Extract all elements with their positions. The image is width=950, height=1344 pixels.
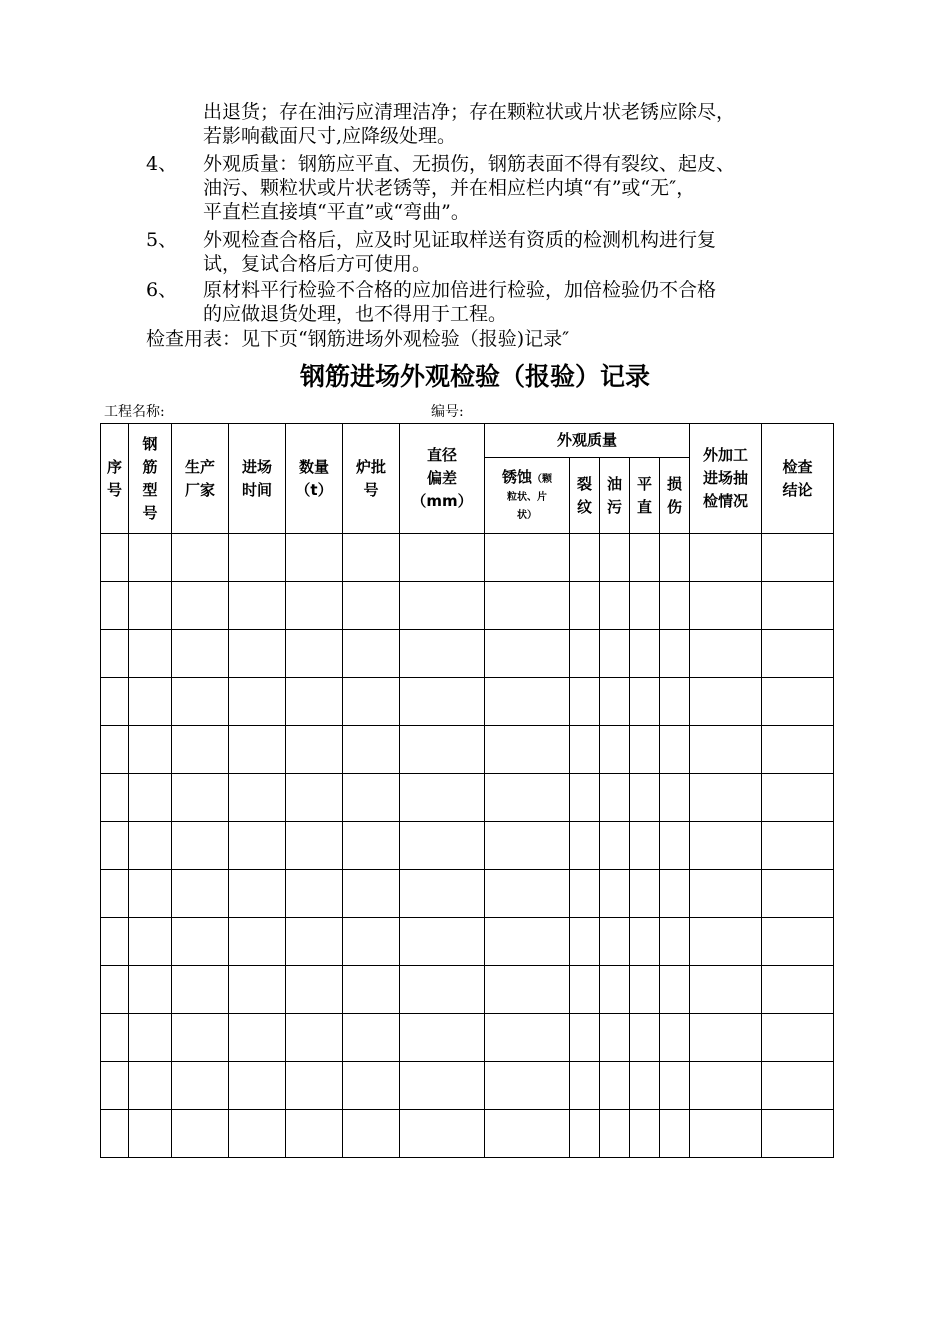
table-cell[interactable] bbox=[485, 822, 570, 870]
table-cell[interactable] bbox=[400, 678, 485, 726]
table-cell[interactable] bbox=[660, 822, 690, 870]
table-cell[interactable] bbox=[630, 918, 660, 966]
table-cell[interactable] bbox=[129, 870, 172, 918]
table-cell[interactable] bbox=[101, 1014, 129, 1062]
table-cell[interactable] bbox=[343, 582, 400, 630]
table-cell[interactable] bbox=[600, 1014, 630, 1062]
table-cell[interactable] bbox=[172, 678, 229, 726]
item-6-line-2: 的应做退货处理，也不得用于工程。 bbox=[203, 303, 508, 325]
table-cell[interactable] bbox=[400, 1062, 485, 1110]
table-cell[interactable] bbox=[570, 582, 600, 630]
table-cell[interactable] bbox=[229, 534, 286, 582]
table-cell[interactable] bbox=[286, 918, 343, 966]
table-cell[interactable] bbox=[229, 870, 286, 918]
table-cell[interactable] bbox=[570, 1062, 600, 1110]
header-diameter-deviation: 直径 偏差 （mm） bbox=[400, 424, 485, 534]
intro-line-2: 若影响截面尺寸,应降级处理。 bbox=[203, 125, 457, 147]
table-cell[interactable] bbox=[690, 1110, 762, 1158]
table-row bbox=[101, 534, 834, 582]
table-cell[interactable] bbox=[229, 966, 286, 1014]
table-cell[interactable] bbox=[343, 678, 400, 726]
table-cell[interactable] bbox=[101, 918, 129, 966]
table-cell[interactable] bbox=[229, 918, 286, 966]
table-cell[interactable] bbox=[286, 822, 343, 870]
table-cell[interactable] bbox=[343, 918, 400, 966]
header-appearance-quality: 外观质量 bbox=[485, 424, 690, 458]
table-cell[interactable] bbox=[660, 726, 690, 774]
table-cell[interactable] bbox=[600, 966, 630, 1014]
table-cell[interactable] bbox=[229, 582, 286, 630]
table-cell[interactable] bbox=[570, 630, 600, 678]
header-quantity: 数量 （t） bbox=[286, 424, 343, 534]
header-straight: 平 直 bbox=[630, 458, 660, 534]
table-cell[interactable] bbox=[762, 534, 834, 582]
table-cell[interactable] bbox=[660, 774, 690, 822]
table-cell[interactable] bbox=[762, 966, 834, 1014]
table-cell[interactable] bbox=[762, 630, 834, 678]
project-name-label: 工程名称: bbox=[104, 404, 165, 420]
table-cell[interactable] bbox=[129, 1062, 172, 1110]
table-cell[interactable] bbox=[690, 918, 762, 966]
table-cell[interactable] bbox=[570, 870, 600, 918]
item-4-line-2: 油污、颗粒状或片状老锈等，并在相应栏内填“有”或“无″， bbox=[203, 177, 696, 199]
table-cell[interactable] bbox=[400, 534, 485, 582]
table-cell[interactable] bbox=[600, 918, 630, 966]
item-number: 6、 bbox=[146, 279, 178, 301]
table-cell[interactable] bbox=[485, 918, 570, 966]
table-cell[interactable] bbox=[343, 870, 400, 918]
table-cell[interactable] bbox=[660, 630, 690, 678]
table-cell[interactable] bbox=[101, 582, 129, 630]
table-cell[interactable] bbox=[485, 582, 570, 630]
table-cell[interactable] bbox=[101, 774, 129, 822]
table-cell[interactable] bbox=[570, 774, 600, 822]
table-cell[interactable] bbox=[690, 1014, 762, 1062]
table-cell[interactable] bbox=[660, 870, 690, 918]
table-cell[interactable] bbox=[286, 1110, 343, 1158]
table-row bbox=[101, 1014, 834, 1062]
table-cell[interactable] bbox=[570, 1110, 600, 1158]
table-cell[interactable] bbox=[101, 966, 129, 1014]
table-cell[interactable] bbox=[762, 1110, 834, 1158]
table-cell[interactable] bbox=[400, 918, 485, 966]
header-crack: 裂 纹 bbox=[570, 458, 600, 534]
table-cell[interactable] bbox=[762, 918, 834, 966]
table-cell[interactable] bbox=[762, 870, 834, 918]
table-cell[interactable] bbox=[570, 726, 600, 774]
table-cell[interactable] bbox=[762, 1014, 834, 1062]
table-cell[interactable] bbox=[172, 1110, 229, 1158]
table-cell[interactable] bbox=[101, 726, 129, 774]
table-cell[interactable] bbox=[690, 1062, 762, 1110]
table-cell[interactable] bbox=[343, 966, 400, 1014]
table-cell[interactable] bbox=[286, 726, 343, 774]
table-cell[interactable] bbox=[630, 822, 660, 870]
header-heat-batch: 炉批 号 bbox=[343, 424, 400, 534]
table-cell[interactable] bbox=[286, 870, 343, 918]
table-cell[interactable] bbox=[570, 678, 600, 726]
table-cell[interactable] bbox=[343, 1110, 400, 1158]
table-cell[interactable] bbox=[172, 1014, 229, 1062]
table-cell[interactable] bbox=[600, 678, 630, 726]
table-cell[interactable] bbox=[129, 726, 172, 774]
table-cell[interactable] bbox=[690, 822, 762, 870]
table-cell[interactable] bbox=[762, 1062, 834, 1110]
table-cell[interactable] bbox=[660, 1014, 690, 1062]
table-cell[interactable] bbox=[172, 1062, 229, 1110]
table-cell[interactable] bbox=[172, 870, 229, 918]
table-cell[interactable] bbox=[690, 870, 762, 918]
table-cell[interactable] bbox=[172, 966, 229, 1014]
item-4-line-1: 外观质量：钢筋应平直、无损伤，钢筋表面不得有裂纹、起皮、 bbox=[203, 153, 736, 175]
table-cell[interactable] bbox=[600, 1062, 630, 1110]
table-cell[interactable] bbox=[570, 918, 600, 966]
table-cell[interactable] bbox=[570, 966, 600, 1014]
table-cell[interactable] bbox=[600, 534, 630, 582]
table-cell[interactable] bbox=[485, 726, 570, 774]
table-cell[interactable] bbox=[690, 678, 762, 726]
table-cell[interactable] bbox=[762, 726, 834, 774]
table-cell[interactable] bbox=[690, 630, 762, 678]
table-cell[interactable] bbox=[600, 1110, 630, 1158]
header-conclusion: 检查 结论 bbox=[762, 424, 834, 534]
table-cell[interactable] bbox=[690, 966, 762, 1014]
table-cell[interactable] bbox=[630, 870, 660, 918]
table-row bbox=[101, 582, 834, 630]
table-cell[interactable] bbox=[286, 534, 343, 582]
table-cell[interactable] bbox=[630, 678, 660, 726]
table-cell[interactable] bbox=[660, 534, 690, 582]
table-cell[interactable] bbox=[400, 726, 485, 774]
table-cell[interactable] bbox=[660, 918, 690, 966]
table-cell[interactable] bbox=[570, 1014, 600, 1062]
table-cell[interactable] bbox=[343, 822, 400, 870]
table-cell[interactable] bbox=[101, 870, 129, 918]
header-rust: 锈蚀（颗 粒状、片 状） bbox=[485, 458, 570, 534]
item-4-line-3: 平直栏直接填“平直”或“弯曲”。 bbox=[203, 201, 470, 223]
table-cell[interactable] bbox=[101, 822, 129, 870]
table-row bbox=[101, 726, 834, 774]
table-cell[interactable] bbox=[286, 630, 343, 678]
table-cell[interactable] bbox=[129, 774, 172, 822]
table-cell[interactable] bbox=[172, 582, 229, 630]
table-cell[interactable] bbox=[600, 870, 630, 918]
table-cell[interactable] bbox=[229, 678, 286, 726]
header-seq: 序 号 bbox=[101, 424, 129, 534]
header-oil: 油 污 bbox=[600, 458, 630, 534]
table-cell[interactable] bbox=[570, 534, 600, 582]
table-cell[interactable] bbox=[343, 1062, 400, 1110]
table-cell[interactable] bbox=[690, 726, 762, 774]
table-cell[interactable] bbox=[762, 774, 834, 822]
table-cell[interactable] bbox=[600, 774, 630, 822]
table-cell[interactable] bbox=[630, 1062, 660, 1110]
table-cell[interactable] bbox=[630, 774, 660, 822]
intro-line-1: 出退货；存在油污应清理洁净；存在颗粒状或片状老锈应除尽， bbox=[203, 101, 736, 123]
table-cell[interactable] bbox=[129, 1110, 172, 1158]
table-cell[interactable] bbox=[660, 678, 690, 726]
table-cell[interactable] bbox=[229, 1014, 286, 1062]
table-cell[interactable] bbox=[660, 966, 690, 1014]
table-cell[interactable] bbox=[400, 582, 485, 630]
item-5-line-2: 试，复试合格后方可使用。 bbox=[203, 253, 432, 275]
table-cell[interactable] bbox=[286, 774, 343, 822]
table-cell[interactable] bbox=[600, 582, 630, 630]
table-cell[interactable] bbox=[129, 678, 172, 726]
table-cell[interactable] bbox=[286, 966, 343, 1014]
table-cell[interactable] bbox=[172, 630, 229, 678]
table-cell[interactable] bbox=[129, 1014, 172, 1062]
table-cell[interactable] bbox=[600, 822, 630, 870]
table-cell[interactable] bbox=[400, 630, 485, 678]
table-cell[interactable] bbox=[762, 582, 834, 630]
table-cell[interactable] bbox=[485, 1014, 570, 1062]
table-cell[interactable] bbox=[485, 1062, 570, 1110]
table-cell[interactable] bbox=[660, 582, 690, 630]
table-cell[interactable] bbox=[286, 582, 343, 630]
table-cell[interactable] bbox=[630, 1014, 660, 1062]
table-cell[interactable] bbox=[400, 1014, 485, 1062]
table-cell[interactable] bbox=[343, 534, 400, 582]
table-row bbox=[101, 966, 834, 1014]
table-cell[interactable] bbox=[485, 870, 570, 918]
table-cell[interactable] bbox=[485, 678, 570, 726]
table-cell[interactable] bbox=[101, 678, 129, 726]
table-cell[interactable] bbox=[600, 726, 630, 774]
table-row bbox=[101, 870, 834, 918]
table-cell[interactable] bbox=[343, 630, 400, 678]
header-damage: 损 伤 bbox=[660, 458, 690, 534]
table-cell[interactable] bbox=[660, 1062, 690, 1110]
header-manufacturer: 生产 厂家 bbox=[172, 424, 229, 534]
table-cell[interactable] bbox=[172, 774, 229, 822]
table-cell[interactable] bbox=[630, 630, 660, 678]
table-cell[interactable] bbox=[690, 534, 762, 582]
table-cell[interactable] bbox=[229, 1110, 286, 1158]
table-row bbox=[101, 1110, 834, 1158]
table-cell[interactable] bbox=[172, 918, 229, 966]
table-row bbox=[101, 822, 834, 870]
table-cell[interactable] bbox=[229, 822, 286, 870]
table-cell[interactable] bbox=[485, 1110, 570, 1158]
number-label: 编号: bbox=[431, 404, 464, 420]
table-cell[interactable] bbox=[570, 822, 600, 870]
table-cell[interactable] bbox=[485, 966, 570, 1014]
table-cell[interactable] bbox=[101, 534, 129, 582]
check-table-reference: 检查用表：见下页“钢筋进场外观检验（报验)记录″ bbox=[146, 328, 570, 350]
table-cell[interactable] bbox=[660, 1110, 690, 1158]
inspection-record-table bbox=[100, 423, 834, 1158]
table-row bbox=[101, 678, 834, 726]
form-title: 钢筋进场外观检验（报验）记录 bbox=[299, 362, 650, 391]
table-cell[interactable] bbox=[101, 1062, 129, 1110]
table-cell[interactable] bbox=[600, 630, 630, 678]
table-cell[interactable] bbox=[229, 630, 286, 678]
item-6-line-1: 原材料平行检验不合格的应加倍进行检验，加倍检验仍不合格 bbox=[203, 279, 717, 301]
table-cell[interactable] bbox=[172, 726, 229, 774]
table-cell[interactable] bbox=[630, 534, 660, 582]
table-row bbox=[101, 918, 834, 966]
table-cell[interactable] bbox=[101, 1110, 129, 1158]
table-cell[interactable] bbox=[229, 726, 286, 774]
item-number: 5、 bbox=[146, 229, 178, 251]
table-cell[interactable] bbox=[762, 822, 834, 870]
table-cell[interactable] bbox=[630, 966, 660, 1014]
table-cell[interactable] bbox=[762, 678, 834, 726]
table-cell[interactable] bbox=[630, 1110, 660, 1158]
table-cell[interactable] bbox=[400, 966, 485, 1014]
table-cell[interactable] bbox=[129, 582, 172, 630]
table-cell[interactable] bbox=[172, 822, 229, 870]
item-number: 4、 bbox=[146, 153, 178, 175]
table-cell[interactable] bbox=[630, 582, 660, 630]
table-cell[interactable] bbox=[485, 534, 570, 582]
header-sampling: 外加工 进场抽 检情况 bbox=[690, 424, 762, 534]
table-cell[interactable] bbox=[400, 870, 485, 918]
table-row bbox=[101, 774, 834, 822]
table-cell[interactable] bbox=[229, 774, 286, 822]
header-rebar-model: 钢 筋 型 号 bbox=[129, 424, 172, 534]
table-row bbox=[101, 630, 834, 678]
table-cell[interactable] bbox=[343, 1014, 400, 1062]
table-cell[interactable] bbox=[343, 774, 400, 822]
table-cell[interactable] bbox=[172, 534, 229, 582]
table-row bbox=[101, 1062, 834, 1110]
table-cell[interactable] bbox=[229, 1062, 286, 1110]
table-cell[interactable] bbox=[129, 822, 172, 870]
header-entry-date: 进场 时间 bbox=[229, 424, 286, 534]
table-cell[interactable] bbox=[286, 1062, 343, 1110]
table-cell[interactable] bbox=[690, 582, 762, 630]
table-cell[interactable] bbox=[101, 630, 129, 678]
table-cell[interactable] bbox=[690, 774, 762, 822]
table-cell[interactable] bbox=[400, 774, 485, 822]
table-cell[interactable] bbox=[286, 678, 343, 726]
table-cell[interactable] bbox=[286, 1014, 343, 1062]
table-cell[interactable] bbox=[630, 726, 660, 774]
table-cell[interactable] bbox=[129, 630, 172, 678]
table-cell[interactable] bbox=[400, 822, 485, 870]
table-cell[interactable] bbox=[129, 966, 172, 1014]
table-cell[interactable] bbox=[485, 630, 570, 678]
table-cell[interactable] bbox=[129, 918, 172, 966]
item-5-line-1: 外观检查合格后，应及时见证取样送有资质的检测机构进行复 bbox=[203, 229, 717, 251]
table-cell[interactable] bbox=[129, 534, 172, 582]
table-cell[interactable] bbox=[485, 774, 570, 822]
table-cell[interactable] bbox=[400, 1110, 485, 1158]
table-cell[interactable] bbox=[343, 726, 400, 774]
